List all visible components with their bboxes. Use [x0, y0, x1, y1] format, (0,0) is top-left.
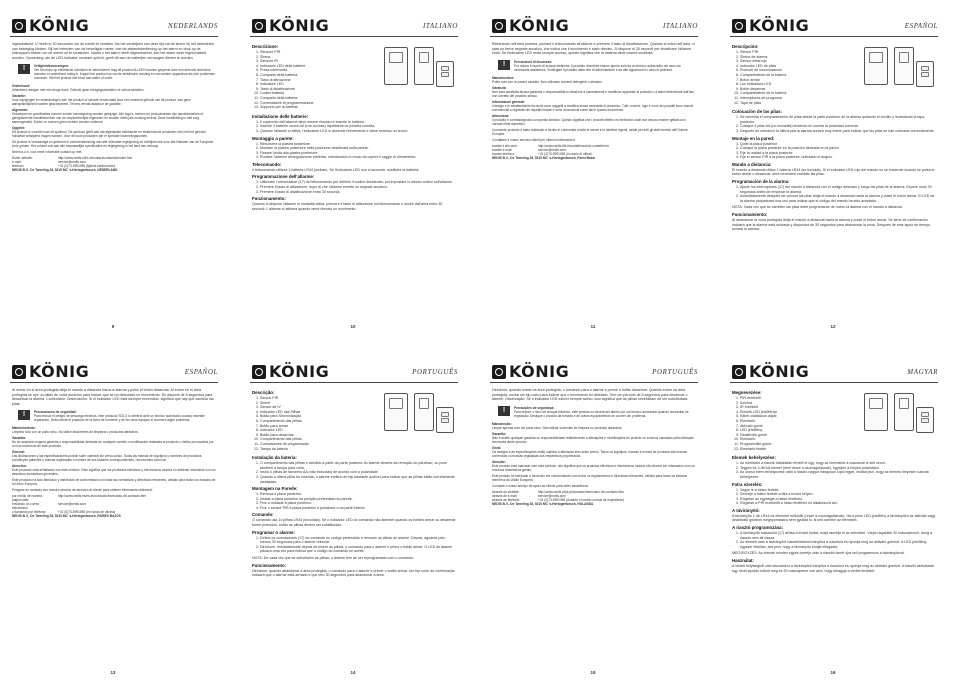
page-header	[490, 356, 698, 383]
intro-text: Al entrar en el área protegida dirija el mando a distancia hacia la alarma y pulse el botón desarmar. Al entrar en el área protegida se oye un pitido de corta duración para indicar que se ha detectado un movimiento. Se dispone de 8 segundos para desactivar la alarma. Comentario: Observación: Si el indicador LED está siempre encendido, significa que hay que cambiar las pilas.	[12, 388, 214, 406]
language-label: ESPAÑOL	[904, 22, 938, 30]
contact-email[interactable]: service@nedis.com	[538, 147, 566, 152]
warning-icon	[18, 64, 30, 74]
page-header	[730, 356, 938, 383]
install-title: Colocación de las pilas:	[732, 109, 783, 115]
contact-link[interactable]: http://www.nedis.es/es-es/contacto/formulario-de-contacto.htm	[58, 494, 147, 499]
warning-icon	[498, 60, 510, 70]
page-body	[12, 42, 216, 315]
page-15	[480, 346, 706, 679]
page-body: Direcione, quando entrar na área protegida, o comando para o alarme e premir o botão desarmar. Quando entrar na área protegida, ouvirá um bip curto para indicar que o movimento foi detetado. Tem um período de 8 segundos para desarmar o alarme. Observação: Se o indicador LED estiver sempre aceso, isso significa que as pilhas necessitam de ser substituídas. ! Precauções de segurança: Para reduzir o risco de choque eléctrico, este produto só deverá ser aberto por um técnico autorizado quando necessitar de reparação. Desligue o produto da tomada e de outros equipamentos se ocorrer um problema. Manutenção: Limpar apenas com um pano seco. Não utilizar solventes de limpeza ou produtos abrasivos. Garantia: Não é aceite qualquer garantia ou responsabilidade relativamente a alterações e modificações do produto ou a danos causados pela utilização incorrecta deste produto. Geral: Os designs e as especificações estão sujeitos a alteração sem aviso prévio. Todos os logótipos, marcas e nomes de produtos são marcas comerciais ou marcas registadas dos respectivos proprietários. Atenção: Este produto está marcado com este símbolo. Isto significa que os produtos eléctricos e electrónicos usados não devem ser misturados com os resíduos domésticos gerais. Este produto foi fabricado e fornecido em conformidade com todos os regulamentos e directivas relevantes, válidos para todos os estados membros da União Europeia. Contacte o nosso serviço de apoio ao cliente para obter assistência: através do website: http://www.nedis.pt/pt-pt/contacto/formulario-de-contacto.htm através de e-mail: service@nedis.com através de telefone: +31 (0)73-5991055 (durante o horário normal de expediente) NEDIS B.V., De Tweeling 28, 5215 MC 's-Hertogenbosch, HOLANDA	[492, 388, 696, 661]
install-title: Instalação da bateria:	[252, 455, 297, 461]
language-label: ITALIANO	[662, 22, 698, 30]
func-title: Funzionamento:	[252, 196, 286, 202]
func-title: Használat:	[732, 558, 754, 564]
konig-logo	[12, 362, 89, 381]
safety-text: Om het risico op elektrische schokken te verminderen mag dit product ALLEEN worden geopend door een erkende technicus wanneer er onderhoud nodig is. Koppel het product los van de elektrische voeding en van andere apparatuur als zich problemen voordoen. Stel het product niet bloot aan water of vocht.	[34, 68, 216, 81]
konig-logo	[252, 16, 329, 35]
alarm-unit-back	[414, 47, 434, 85]
general-title: Algemeen:	[12, 108, 29, 113]
page-header	[10, 10, 218, 37]
language-label: MAGYAR	[907, 368, 938, 376]
desc-list: 1. PIR-érzékelő 2. Sziréna 3. IR érzékelő 4. Elemek LED jelzőfénye 5. Kábel csatlakozó aljzat 6. Elemtartó 7. Aktiváló gomb 8. LED jelzőfény 9. Deaktiváló gomb 10. Elemtartó 11. Programváltó gomb 12. Elemtartó fedele	[732, 396, 844, 451]
prog-title: Programar o alarme:	[252, 529, 295, 535]
device-diagram	[370, 43, 456, 87]
brand-icon	[12, 19, 26, 33]
remote-control	[916, 407, 934, 433]
contact-row: o llamando por teléfono: +31 (0)73-5991055 (en horas de oficina)	[12, 510, 116, 515]
prog-title: Programmazione dell'allarme:	[252, 174, 315, 180]
safety-block: ! Precauzioni di sicurezza: Per ridurre il rischio di scosse elettriche, il prodotto dovrebbe essere aperto solo da un tecnico autorizzato nel caso sia necessaria assistenza. Scollegare il prodotto dalla rete di alimentazione e da altri apparecchi in caso di problemi.	[498, 60, 696, 72]
brand-icon	[492, 19, 506, 33]
brand-name: KÖNIG	[269, 362, 330, 381]
func-text: Quando si dispone l'allarme in modalità attiva, premere il tasto di attivazione sul telecomando e uscire dall'area entro 30 secondi. L'allarme si attiverà quando verrà rilevato un movimento.	[252, 202, 443, 211]
konig-logo	[12, 16, 89, 35]
intro-text: Rientrando nell'area protetta, puntare il telecomando all'allarme e premere il tasto di disattivazione. Quando si entra nell'area, vi sarà un breve segnale acustico, che indica che il movimento è stato rilevato. Si dispone di 30 secondi per disattivare l'allarme. Nota: Se l'indicatore LED resta sempre acceso, questo significa che la batteria deve essere sostituita.	[492, 42, 695, 56]
contact-row: e-mail: service@nedis.com	[12, 160, 86, 165]
mount-title: Falra szerelés:	[732, 481, 763, 487]
desc-title: Megnevezése:	[732, 390, 762, 395]
page-body: Descrição: 1. Sensor PIR 2. Sirene 3. Sensor de IV 4. Indicador LED das Pilhas 5. Botão para Sincronização 6. Compartimento das pilhas 7. Botão para armar 8. Indicador LED 9. Botão para desarmar 10. Compartimento das pilhas 11. Comutadores de programação 12. Tampa da bateria Instalação da bateria: 1. O compartimento das pilhas é acedido a partir da parte posterior do alarme através da remoção do parafuso, ou puxe também a tampa para cima. 2. Insira 4 pilhas de tamanho AA (não incluídas) de acordo com a polaridade. 3. Quando a última pilha for inserida, o alarme emitirá um bip bastante audível para indicar que as pilhas estão corretamente instaladas. Montagem na Parede: 1. Remova a placa posterior. 2. Instale a placa posterior na posição pretendida na parede. 3. Fixe a unidade à placa posterior. 4. Fixe o sensor PIR à placa posterior e posicione-o na parte inferior. Comando: O comando usa 1x pilhas LR44 (incluídas). Se o indicador LED do comando não acender quando os botões armar ou desarmar forem premidos, então as pilhas devem ser substituídas. Programar o alarme: 1. Defina os comutadores (17) do comando no código pretendido e remover as pilhas do alarme. Depois, aguarde pelo menos 30 segundos para o alarme reiniciar. 2. Direcione, imediatamente depois de inserir as pilhas, o comando para o alarme e prima o botão armar. O LED do alarme piscará uma vez para indicar que o código do comando foi aceite. NOTA: De cada vez que se substituem as pilhas, o alarme tem de ser reprogramado com o comando. Funcionamento: Direcione, quando abandonar a área protegida, o comando para o alarme e premir o botão armar. Um bip curto de confirmação indicará que o alarme está armado e que tem 30 segundos para abandonar a área.	[252, 388, 456, 661]
konig-logo	[492, 16, 569, 35]
address: NEDIS B.V., De Tweeling 28, 5215 MC 's-Hertogenbosch, NEDERLAND	[12, 168, 118, 173]
language-label: PORTUGUÊS	[652, 368, 698, 376]
page-12	[720, 0, 946, 333]
warning-icon	[18, 410, 30, 420]
brand-icon	[732, 365, 746, 379]
konig-logo	[732, 16, 809, 35]
desc-title: Descrizione:	[252, 44, 279, 49]
intro-text: ingeschakeld. U heeft nu 30 seconden om de ruimte te verlaten. Na het verstrijken van deze tijd zal de sirene bij het detecteren van beweging klinken. Bij het betreden van de beveiligde ruimte, met de afstandsbediening op het alarm en druk op de uitknoppen beiden om de sirene uit te schakelen. Nadat u het alarm heeft uitgeschakeld, kan het alarm weer ingeschakeld worden. Opmerking: als de LED-indicator constant oplicht, geeft dit aan de batterijen vervangen dienen te worden.	[12, 42, 214, 60]
contact-row: através de telefone: +31 (0)73-5991055 (durante o horário normal de expediente)	[492, 497, 625, 502]
page-number: 14	[350, 670, 356, 675]
brand-name: KÖNIG	[269, 16, 330, 35]
safety-block: ! Precauciones de seguridad: Para reducir el peligro de descarga eléctrica, este producto SÓLO lo debería abrir un técnico autorizado cuando necesite reparación. Desconecte el producto de la toma de corriente y de los otros equipos si ocurriera algún problema.	[18, 410, 216, 422]
address: NEDIS B.V., De Tweeling 28, 5215 MC 's-Hertogenbosch, PAÍSES BAJOS	[12, 514, 121, 519]
brand-name: KÖNIG	[749, 16, 810, 35]
contact-link[interactable]: http://www.nedis.it/it-it/contatti/modulo-contatti.htm	[538, 143, 609, 148]
page-body: Megnevezése: 1. PIR-érzékelő 2. Sziréna 3. IR érzékelő 4. Elemek LED jelzőfénye 5. Kábel csatlakozó aljzat 6. Elemtartó 7. Aktiváló gomb 8. LED jelzőfény 9. Deaktiváló gomb 10. Elemtartó 11. Programváltó gomb 12. Elemtartó fedele Elemek behelyezése: 1. Az elemtartó a riasztó hátoldalán érhető el úgy, hogy az elemtartót a csavarnál le kell venni. 2. Tegyen be 4 db AA elemet (nem része a csomagolásnak), ügyeljen a helyes polaritásra. 3. Az utolsó elem behelyezése után a riasztó nagyot hangosan sípol egyet, miáltal jelzi, hogy az elemek helyesen vannak behelyezve. Falra szerelés: 1. Vegye le a hátsó fedelet. 2. Szerelje a hátsó fedelet a fala a kívánt helyen. 3. Rögzítse az egységet a hátsó fedélhez. 4. Rögzítse a PIR érzékelőt a hátsó fedélhez és alkalmazza azt. A távirányító: A távirányító 1 db LR44-es elemmel működik (része a csomagolásnak). Ha a piros LED-jelzőfény a távirányítón az aktiváló vagy deaktiváló gombok megnyomására nem gyullad ki, ki kell cserélni az elemeket. A riasztó programozása: 1. A távirányító kapcsolóit (17) állítsa a kívánt kódra, majd cserélje ki az elemeket. Várjon legalább 30 másodpercet, amíg a riasztó nem áll vissza. 2. Az elemek után a távirányítót haladéktalanul irányítsa a riasztóra és nyomja meg az aktiváló gombot. A LED jelzőfény egyszer felvillan, ami jelzi, hogy a távirányító kódját elfogadta. MEGJEGYZÉS: Az elemek minden egyes cseréje után a riasztót ismét újra kell programozni a távirányítóval. Használat: A védett helyiségből való távozáskor a távirányítót irányítsa a riasztóra és nyomja meg az aktiváló gombot. A riasztó aktiválását egy rövid sípolás erősíti meg és 30 másodperce van arra, hogy elhagyja a védett területet.	[732, 388, 936, 661]
remote-control	[436, 61, 454, 87]
remote-text: Il telecomando utilizza 1 batteria LR44 (incluse). Se l'indicatore LED non si accende, sostituire la batteria.	[252, 167, 420, 172]
func-title: Funcionamiento:	[732, 212, 768, 218]
page-14	[240, 346, 466, 679]
remote-title: A távirányító:	[732, 507, 760, 513]
maint-text: Uitsluitend reinigen met een droge doek. Gebruik geen reinigingsmiddelen of schuurmiddelen.	[12, 88, 145, 93]
brand-name: KÖNIG	[29, 362, 90, 381]
device-diagram	[370, 389, 456, 433]
contact-intro: Neem a.u.b. voor meer informatie contact op met:	[12, 150, 83, 155]
brand-icon	[252, 19, 266, 33]
page-header	[250, 10, 458, 37]
language-label: NEDERLANDS	[168, 22, 218, 30]
brand-icon	[492, 365, 506, 379]
alarm-unit-front	[384, 393, 408, 431]
address: NEDIS B.V., De Tweeling 28, 5215 MC 's-Hertogenbosch, HOLANDA	[492, 501, 594, 506]
contact-email[interactable]: service@nedis.com	[58, 502, 86, 507]
page-header	[730, 10, 938, 37]
intro-text: Direcione, quando entrar na área protegida, o comando para o alarme e premir o botão desarmar. Quando entrar na área protegida, ouvirá um bip curto para indicar que o movimento foi detetado. Tem um período de 8 segundos para desarmar o alarme. Observação: Se o indicador LED estiver sempre aceso, isso significa que as pilhas necessitam de ser substituídas.	[492, 388, 689, 402]
page-16	[720, 346, 946, 679]
contact-email[interactable]: service@nedis.com	[58, 160, 86, 165]
attention-text: Dit product is voorzien van dit symbool. Dit symbool geeft aan dat afgedankte elektrische en elektronische producten niet met het gewone huisafval verwijderd mogen worden. Voor dit soort producten zijn er speciale inzamelingspunten.	[12, 130, 207, 139]
brand-icon	[252, 365, 266, 379]
brand-name: KÖNIG	[29, 16, 90, 35]
brand-name: KÖNIG	[749, 362, 810, 381]
maint-title: Onderhoud:	[12, 84, 31, 89]
contact-row: através do website: http://www.nedis.pt/pt-pt/contacto/formulario-de-contacto.htm	[492, 489, 624, 494]
desc-title: Descrição:	[252, 390, 275, 395]
warning-icon	[498, 406, 510, 416]
language-label: ESPAÑOL	[184, 368, 218, 376]
alarm-unit-front	[864, 47, 888, 85]
remote-title: Comando:	[252, 512, 274, 518]
contact-row: através de e-mail: service@nedis.com	[492, 493, 566, 498]
contact-link[interactable]: http://www.nedis.nl/nl-nl/contact/contactformulier.htm	[58, 156, 133, 161]
address: NEDIS B.V., De Tweeling 28, 5215 MC 's-Hertogenbosch, Paesi Bassi	[492, 155, 596, 160]
page-header	[10, 356, 218, 383]
safety-block	[18, 64, 216, 80]
desc-list: 1. Sensor PIR 2. Sirene 3. Sensor de IV 4. Indicador LED das Pilhas 5. Botão para Sincronização 6. Compartimento das pilhas 7. Botão para armar 8. Indicador LED 9. Botão para desarmar 10. Compartimento das pilhas 11. Comutadores de programação 12. Tampa da bateria	[252, 396, 364, 451]
contact-email[interactable]: service@nedis.com	[538, 493, 566, 498]
page-number: 15	[590, 670, 596, 675]
page-11	[480, 0, 706, 333]
page-10	[240, 0, 466, 333]
func-title: Funcionamento:	[252, 562, 287, 568]
brand-icon	[12, 365, 26, 379]
install-title: Installazione delle batterie:	[252, 113, 309, 119]
contact-row: tramite telefono: +31 (0)73-5991055 (in orario di ufficio)	[492, 151, 593, 156]
page-number: 9	[111, 324, 115, 329]
safety-title: Veiligheidsvoorzorgen:	[34, 64, 70, 69]
warranty-title: Garantie:	[12, 94, 26, 99]
ce-text: Dit product is vervaardigd en geleverd in overeenstemming met alle relevante regelgeving en richtlijnen die voor alle lidstaten van de Europese Unie gelden. Het voldoet ook aan alle toepasselijke specificaties en regelgeving in het land van verkoop.	[12, 140, 214, 149]
page-header	[490, 10, 698, 37]
device-diagram	[850, 389, 936, 433]
page-number: 12	[830, 324, 836, 329]
contact-row: tramite il sito web: http://www.nedis.it/it-it/contatti/modulo-contatti.htm	[492, 143, 609, 148]
safety-block: ! Precauções de segurança: Para reduzir o risco de choque eléctrico, este produto só deverá ser aberto por um técnico autorizado quando necessitar de reparação. Desligue o produto da tomada e de outros equipamentos se ocorrer um problema.	[498, 406, 696, 418]
konig-logo	[732, 362, 809, 381]
contact-row: telefoon: +31 (0)73-5991055 (tijdens kantooruren)	[12, 164, 116, 169]
page-header	[250, 356, 458, 383]
general-text: Ontwerpen en specificaties kunnen zonder kennisgeving worden gewijzigd. Alle logo's, merken en productnamen zijn handelsmerken of geregistreerde handelsmerken van de respectievelijke eigenaren en worden hierbij als zodanig erkend. Deze handleiding is met zorg samengesteld. Echter, er kunnen geen rechten worden ontleend.	[12, 112, 204, 125]
attention-title: Opgelet:	[12, 126, 25, 131]
konig-logo	[252, 362, 329, 381]
remote-control	[436, 407, 454, 433]
brand-icon	[732, 19, 746, 33]
remote-control	[916, 61, 934, 87]
page-body: Rientrando nell'area protetta, puntare il telecomando all'allarme e premere il tasto di disattivazione. Quando si entra nell'area, vi sarà un breve segnale acustico, che indica che il movimento è stato rilevato. Si dispone di 30 secondi per disattivare l'allarme. Nota: Se l'indicatore LED resta sempre acceso, questo significa che la batteria deve essere sostituita. ! Precauzioni di sicurezza: Per ridurre il rischio di scosse elettriche, il prodotto dovrebbe essere aperto solo da un tecnico autorizzato nel caso sia necessaria assistenza. Scollegare il prodotto dalla rete di alimentazione e da altri apparecchi in caso di problemi. Manutenzione: Pulire solo con un panno asciutto. Non utilizzare solventi detergenti o abrasivi. Garanzia: Non sarà accettata alcuna garanzia o responsabilità in relazione a cambiamenti e modifiche apportate al prodotto o a danni determinati dall'uso non corretto del prodotto stesso. Informazioni generali: Il design e le caratteristiche tecniche sono soggetti a modifica senza necessità di preavviso. Tutti i marchi, logo e nomi dei prodotti sono marchi commerciali o registrati dei rispettivi titolari e sono riconosciuti come tali in questo documento. Attenzione: Il prodotto è contrassegnato con questo simbolo. Questo significa che i prodotti elettrici ed elettronici usati non devono essere gettati con i normali rifiuti domestici. Il presente prodotto è stato realizzato e fornito in conformità a tutte le norme e le direttive vigenti, valide per tutti gli stati membri dell'Unione Europea. Contattare il nostro servizio clienti per ulteriori informazioni: tramite il sito web: http://www.nedis.it/it-it/contatti/modulo-contatti.htm tramite e-mail: service@nedis.com tramite telefono: +31 (0)73-5991055 (in orario di ufficio) NEDIS B.V., De Tweeling 28, 5215 MC 's-Hertogenbosch, Paesi Bassi	[492, 42, 696, 315]
remote-title: Mando a distancia:	[732, 161, 772, 167]
language-label: ITALIANO	[422, 22, 458, 30]
desc-list: 1. Sensore PIR 2. Sirena 3. Sensore IR 4. Indicatore LED delle batterie 5. Presa intermedia 6. Comparto della batteria 7. Tasto di attivazione 8. Indicatore LED 9. Tasto di disattivazione 10. Codice batteria 11. Comparto della batteria 12. Commutatore di programmazione 13. Supporto per la batteria	[252, 50, 364, 110]
contact-row: por medio de nuestra página web: http://www.nedis.es/es-es/contacto/formulario-de-contacto.htm	[12, 494, 147, 503]
page-number: 10	[350, 324, 356, 329]
contact-row: Dutch website: http://www.nedis.nl/nl-nl/contact/contactformulier.htm	[12, 156, 133, 161]
desc-list: 1. Sensor PIR 2. Sirena de alarma 3. Sensor infrarrojo 4. Indicador LED de pilas 5. Enchufe de sincronización 6. Compartimiento de la batería 7. Botón armar 8. Luz indicadora LED 9. Botón desarmar 10. Compartimiento de la batería 11. Interruptores de programa 12. Tapa de pilas	[732, 50, 844, 105]
contact-row: enviando un correo electrónico: service@nedis.com	[12, 502, 86, 511]
contact-row: tramite e-mail: service@nedis.com	[492, 147, 566, 152]
warranty-text: Voor wijzigingen en veranderingen aan het product of schade veroorzaakt door een verkeerd gebruik van dit product, kan geen aansprakelijkheid worden geaccepteerd. Tevens vervalt daardoor de garantie.	[12, 98, 191, 107]
contact-link[interactable]: http://www.nedis.pt/pt-pt/contacto/formulario-de-contacto.htm	[538, 489, 624, 494]
install-title: Elemek behelyezése:	[732, 455, 776, 461]
prog-title: Programación de la alarma:	[732, 179, 790, 185]
brand-name: KÖNIG	[509, 16, 570, 35]
page-number: 13	[110, 670, 116, 675]
alarm-unit-back	[894, 393, 914, 431]
mount-title: Montagem na Parede:	[252, 486, 298, 492]
page-body: Descripción: 1. Sensor PIR 2. Sirena de alarma 3. Sensor infrarrojo 4. Indicador LED de pilas 5. Enchufe de sincronización 6. Compartimiento de la batería 7. Botón armar 8. Luz indicadora LED 9. Botón desarmar 10. Compartimiento de la batería 11. Interruptores de programa 12. Tapa de pilas Colocación de las pilas: 1. Se necesita el compartimiento de pilas desde la parte posterior de la alarma quitando el tornillo y levantando la tapa posterior. 2. Coloque 4 pilas AA (no incluidas) teniendo en cuenta la polaridad correcta. 3. Después de introducir la última pila la alarma sonará muy fuerte para indicar que las pilas se han colocado correctamente. Montaje en la pared: 1. Quite la placa posterior. 2. Coloque la placa posterior en la posición deseada en la pared. 3. Fije la unidad a la placa posterior. 4. Fije el sensor PIR a la placa posterior, orientado el ángulo. Mando a distancia: El mando a distancia utiliza 1 batería LR44 (se incluida). Si el indicador LED rojo del mando no se enciende cuando se pulsa el botón armar o desarmar, será necesario cambiar las pilas. Programación de la alarma: 1. Ajuste los interruptores (17) del mando a distancia con el código deseado y luego las pilas de la alarma. Espere unos 30 segundos antes de empezar la alarma. 2. Inmediatamente después de colocar las pilas dirija el mando a distancia hacia la alarma y pulse el botón armar. El LED de la alarma parpadeará una vez para indicar que el código del mando ha sido aceptado. NOTA: Cada vez que se cambien las pilas debe programarse de nuevo la alarma con el mando a distancia. Funcionamiento: Al abandonar la zona protegida dirija el mando a distancia hacia la alarma y pulse el botón armar. Se tiene de confirmación indicará que la alarma está activada y dispondrá de 30 segundos para abandonar la zona. Después de este lapso de tiempo sonará la alarma.	[732, 42, 936, 315]
language-label: PORTUGUÊS	[412, 368, 458, 376]
alarm-unit-front	[864, 393, 888, 431]
remote-title: Telecomando:	[252, 161, 282, 167]
alarm-unit-back	[894, 47, 914, 85]
page-number: 11	[590, 324, 596, 329]
page-body: Al entrar en el área protegida dirija el mando a distancia hacia la alarma y pulse el botón desarmar. Al entrar en el área protegida se oye un pitido de corta duración para indicar que se ha detectado un movimiento. Se dispone de 8 segundos para desactivar la alarma. Comentario: Observación: Si el indicador LED está siempre encendido, significa que hay que cambiar las pilas. ! Precauciones de seguridad: Para reducir el peligro de descarga eléctrica, este producto SÓLO lo debería abrir un técnico autorizado cuando necesite reparación. Desconecte el producto de la toma de corriente y de los otros equipos si ocurriera algún problema. Mantenimiento: Límpielo sólo con un paño seco. No utilice disolventes de limpieza o productos abrasivos. Garantía: No se aceptará ninguna garantía o responsabilidad derivada de cualquier cambio o modificación realizada al producto o daños provocados por un uso incorrecto de este producto. General: Las ilustraciones y las especificaciones podrán sufrir cambios sin previo aviso. Todas las marcas de logotipos y nombres de productos constituyen patentes o marcas registradas a nombre de sus titulares correspondientes, reconocidos como tal. Atención: Este producto está señalizado con este símbolo. Esto significa que los productos eléctricos y electrónicos usados no deberán mezclarse con los desechos domésticos generales. Este producto ha sido fabricado y distribuido de conformidad con todas las normativas y directivas relevantes, válidas para todos los estados de la Unión Europea. Póngase en contacto con nuestro servicio de atención al cliente para obtener información adicional: por medio de nuestra página web: http://www.nedis.es/es-es/contacto/formulario-de-contacto.htm enviando un correo electrónico: service@nedis.com o llamando por teléfono: +31 (0)73-5991055 (en horas de oficina) NEDIS B.V., De Tweeling 28, 5215 MC 's-Hertogenbosch, PAÍSES BAJOS	[12, 388, 216, 661]
page-13	[0, 346, 226, 679]
mount-title: Montaje en la pared:	[732, 135, 775, 141]
prog-title: A riasztó programozása:	[732, 525, 784, 531]
desc-title: Descripción:	[732, 44, 759, 49]
alarm-unit-front	[384, 47, 408, 85]
konig-logo	[492, 362, 569, 381]
page-number: 16	[830, 670, 836, 675]
mount-title: Montaggio a parete:	[252, 135, 294, 141]
device-diagram	[850, 43, 936, 87]
page-body: Descrizione: 1. Sensore PIR 2. Sirena 3. Sensore IR 4. Indicatore LED delle batterie 5. Presa intermedia 6. Comparto della batteria 7. Tasto di attivazione 8. Indicatore LED 9. Tasto di disattivazione 10. Codice batteria 11. Comparto della batteria 12. Commutatore di programmazione 13. Supporto per la batteria Installazione delle batterie: 1. Il coperchio dell'allarme deve essere rimosso e inserite le batterie. 2. Inserire 4 batterie nuove AA (non incluse) rispettando la polarità corretta. 3. Quando l'allarme si attiva, l'indicatore LED si accende brevemente e viene emesso un suono. Montaggio a parete: 1. Rimuovere la piastra posteriore. 2. Montare la piastra posteriore nella posizione desiderata sulla parete. 3. Fissare l'unità alla piastra posteriore. 4. Ruotare l'allarme all'angolazione preferita, orientandolo in modo da coprire il raggio di rilevamento. Telecomando: Il telecomando utilizza 1 batteria LR44 (incluse). Se l'indicatore LED non si accende, sostituire la batteria. Programmazione dell'allarme: 1. Utilizzare i commutatori (17) del telecomando per definire il codice desiderato; poi impostare lo stesso codice sull'allarme. 2. Premere il tasto di attivazione, dopo di che l'allarme emette un segnale acustico. 3. Premere il tasto di disattivazione entro 30 secondi. Funzionamento: Quando si dispone l'allarme in modalità attiva, premere il tasto di attivazione sul telecomando e uscire dall'area entro 30 secondi. L'allarme si attiverà quando verrà rilevato un movimento.	[252, 42, 456, 315]
page-9	[0, 0, 226, 333]
brand-name: KÖNIG	[509, 362, 570, 381]
alarm-unit-back	[414, 393, 434, 431]
